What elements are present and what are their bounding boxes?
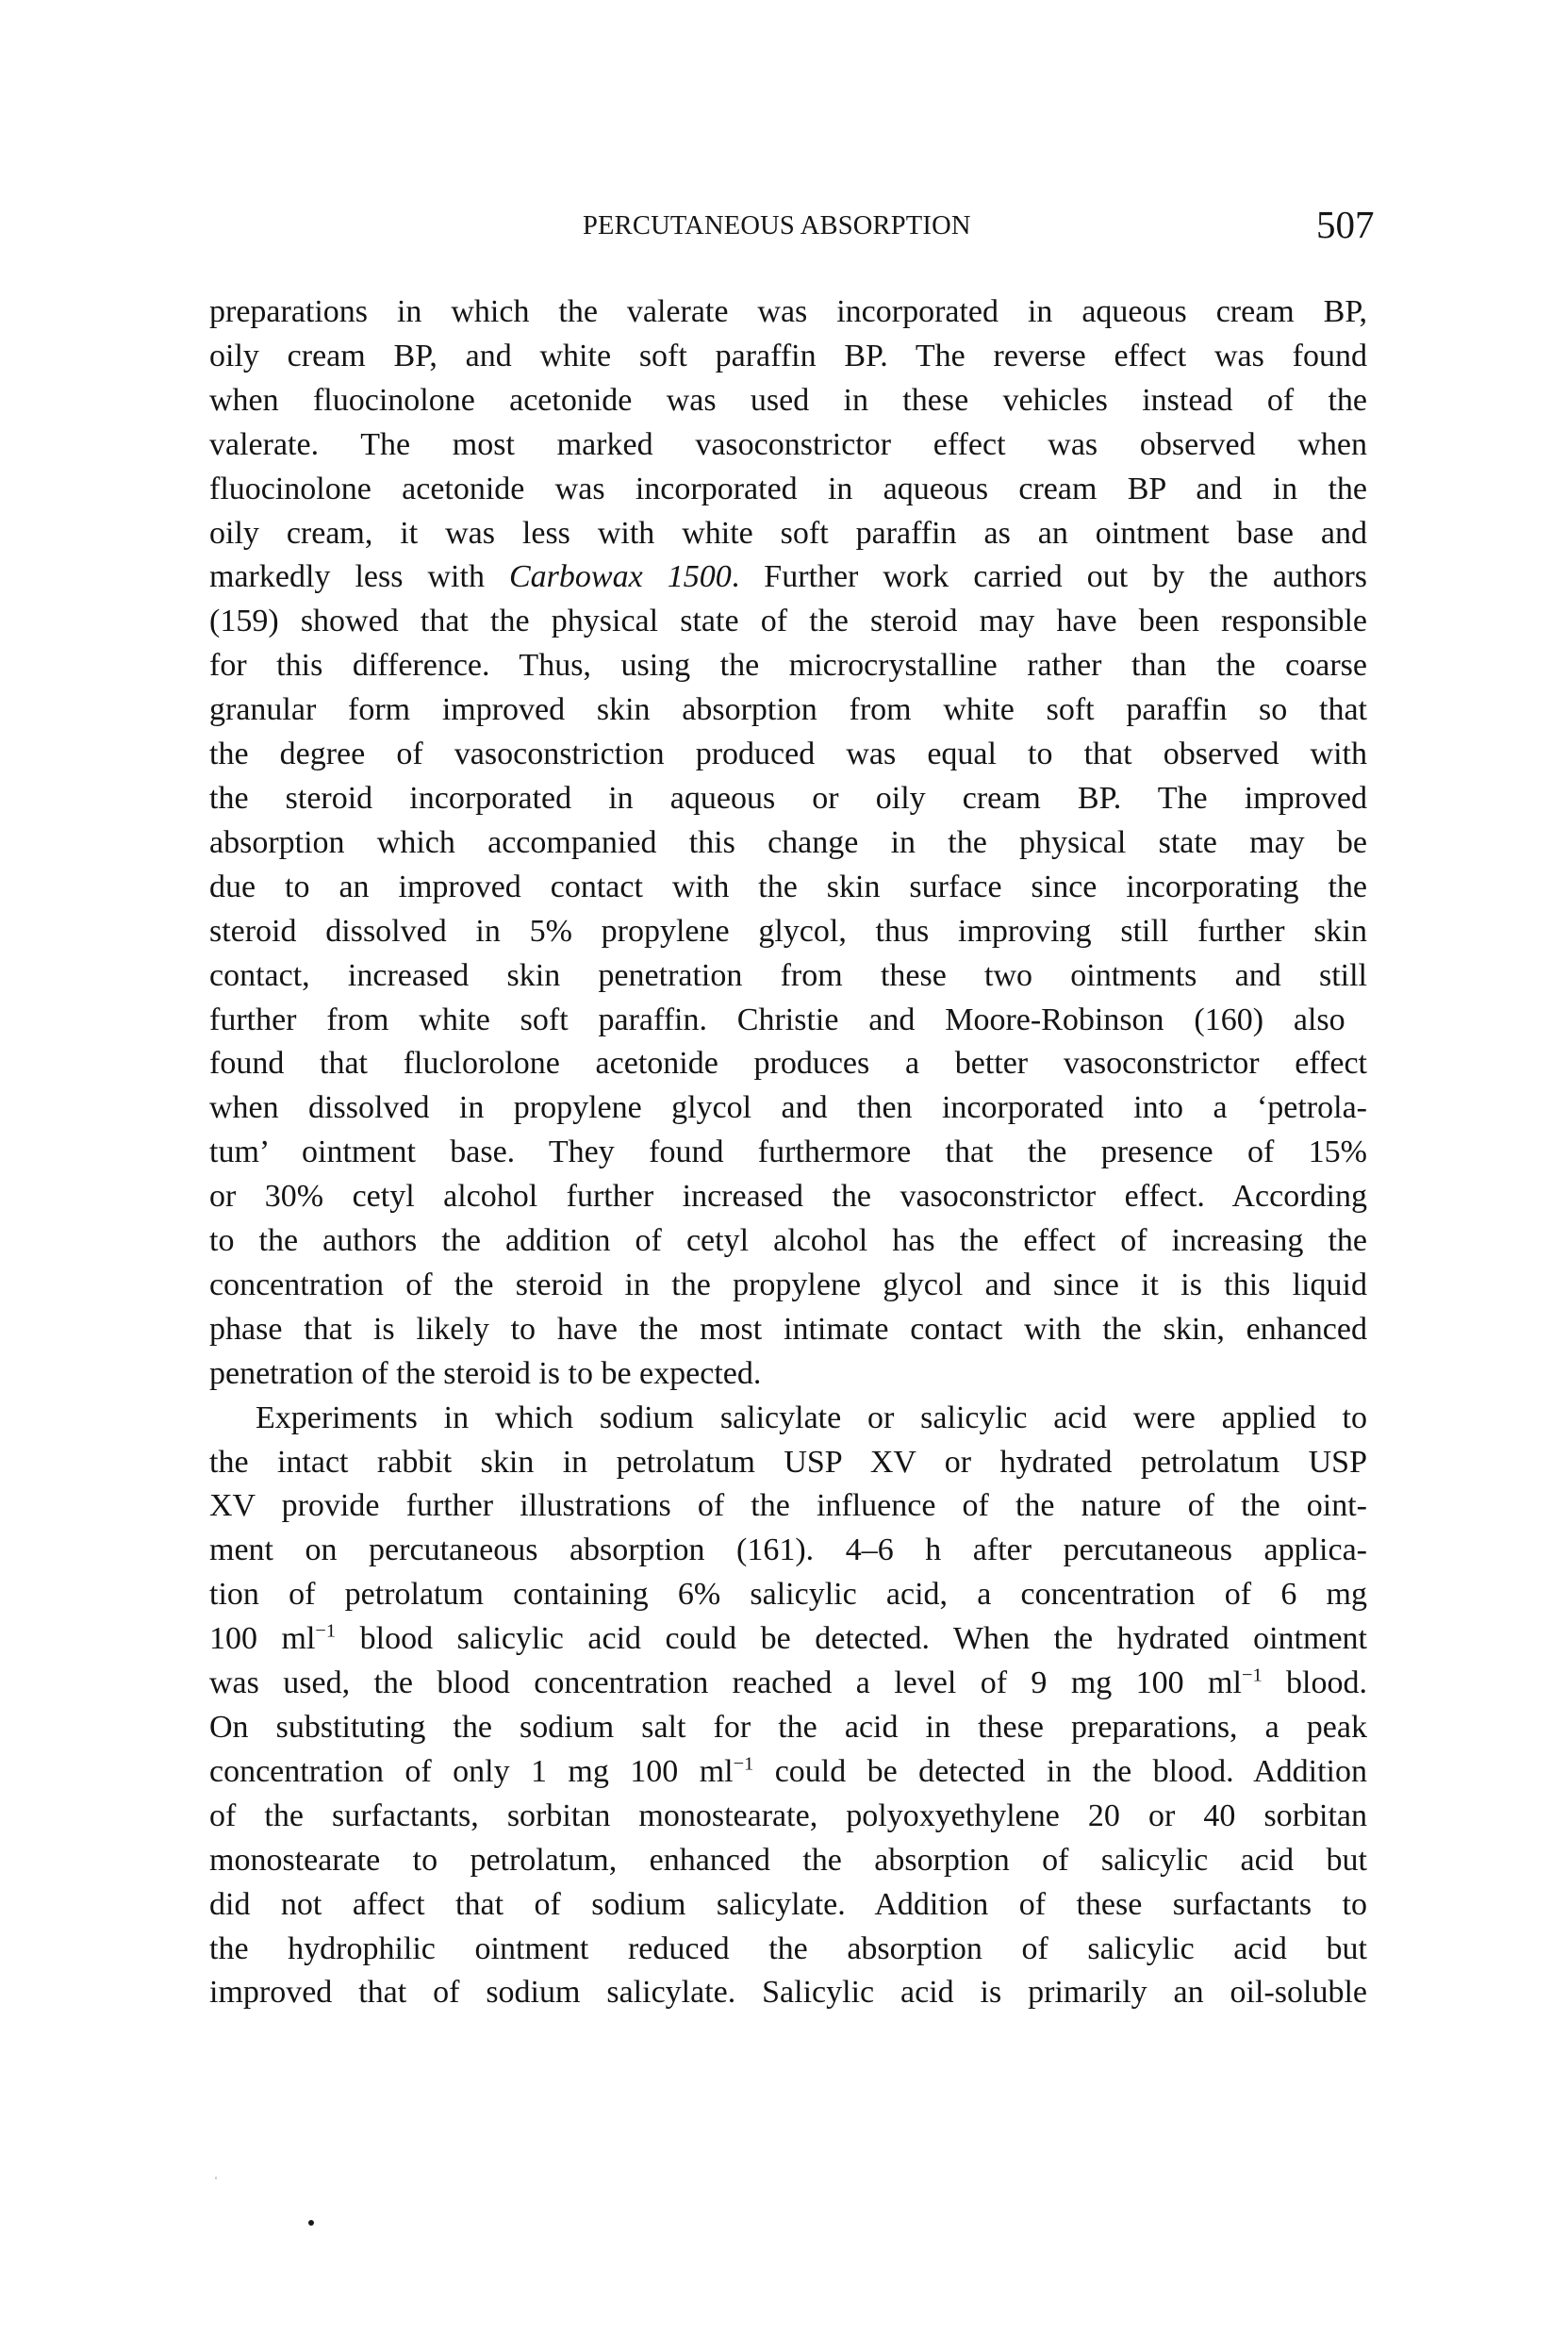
text-line	[209, 1795, 1367, 1839]
running-header: PERCUTANEOUS ABSORPTION	[583, 211, 971, 240]
text-line	[209, 1617, 1367, 1662]
text-line	[209, 821, 1367, 866]
text-line	[209, 1971, 1367, 2015]
text-run: the degree of vasoconstriction produced was equal to that observed with	[209, 737, 1367, 772]
text-run: the steroid incorporated in aqueous or oily cream BP. The improved	[209, 780, 1367, 816]
text-line	[209, 644, 1367, 688]
paragraph	[209, 290, 1367, 1397]
text-line	[209, 423, 1367, 468]
text-run: was used, the blood concentration reached a level of 9 mg 100 ml	[209, 1665, 1242, 1701]
text-run: (159) showed that the physical state of the steroid may have been responsible	[209, 604, 1367, 639]
text-line	[209, 1662, 1367, 1706]
text-line	[209, 954, 1367, 999]
text-run: granular form improved skin absorption from white soft paraffin so that	[209, 692, 1367, 728]
text-run: when dissolved in propylene glycol and then incorporated into a ‘petrola-	[209, 1090, 1367, 1126]
text-run: . Further work carried out by the authors	[731, 559, 1367, 595]
text-run: or 30% cetyl alcohol further increased the vasoconstrictor effect. According	[209, 1179, 1367, 1215]
text-run: contact, increased skin penetration from these two ointments and still	[209, 957, 1367, 993]
superscript: −1	[1241, 1665, 1263, 1686]
text-line	[209, 512, 1367, 556]
text-line	[209, 1441, 1367, 1485]
text-run: markedly less with	[209, 559, 509, 595]
text-line	[209, 290, 1367, 335]
text-run: steroid dissolved in 5% propylene glycol, thus improving still further skin	[209, 913, 1367, 949]
text-run: of the surfactants, sorbitan monostearate, polyoxyethylene 20 or 40 sorbitan	[209, 1797, 1367, 1833]
text-line	[209, 1883, 1367, 1928]
text-line	[209, 1352, 1367, 1397]
text-run: for this difference. Thus, using the microcrystalline rather than the coarse	[209, 648, 1368, 684]
text-run: improved that of sodium salicylate. Salicylic acid is primarily an oil-soluble	[209, 1975, 1367, 2011]
text-line	[209, 379, 1367, 423]
text-line	[209, 1529, 1367, 1573]
text-run: oily cream, it was less with white soft paraffin as an ointment base and	[209, 515, 1367, 551]
text-run: when fluocinolone acetonide was used in these vehicles instead of the	[209, 382, 1367, 418]
text-run: oily cream BP, and white soft paraffin BP. The reverse effect was found	[209, 338, 1367, 373]
text-line	[209, 1397, 1367, 1441]
text-run: the hydrophilic ointment reduced the absorption of salicylic acid but	[209, 1930, 1367, 1966]
page-number: 507	[1316, 203, 1375, 246]
text-run: monostearate to petrolatum, enhanced the absorption of salicylic acid but	[209, 1842, 1367, 1878]
text-line	[209, 1928, 1367, 1972]
text-line	[209, 1706, 1367, 1750]
text-run: valerate. The most marked vasoconstrictor effect was observed when	[209, 426, 1367, 462]
text-run: blood salicylic acid could be detected. When the hydrated ointment	[336, 1621, 1367, 1657]
text-run: tum’ ointment base. They found furthermore that the presence of 15%	[209, 1135, 1367, 1170]
text-line	[209, 999, 1367, 1043]
text-run: concentration of only 1 mg 100 ml	[209, 1753, 734, 1789]
text-line	[209, 1750, 1367, 1795]
text-line	[209, 1308, 1367, 1352]
text-run: tion of petrolatum containing 6% salicylic acid, a concentration of 6 mg	[209, 1577, 1367, 1613]
text-run: phase that is likely to have the most intimate contact with the skin, enhanced	[209, 1311, 1367, 1347]
text-line	[209, 866, 1367, 910]
text-line	[209, 1131, 1367, 1175]
text-run: XV provide further illustrations of the influence of the nature of the oint-	[209, 1488, 1367, 1524]
text-line	[209, 1573, 1367, 1617]
text-line	[209, 1219, 1367, 1264]
superscript: −1	[315, 1620, 337, 1642]
paragraph	[209, 1397, 1367, 2016]
text-run: ment on percutaneous absorption (161). 4–6 h after percutaneous applica-	[209, 1532, 1367, 1568]
text-run: preparations in which the valerate was incorporated in aqueous cream BP,	[209, 294, 1367, 329]
text-run: could be detected in the blood. Addition	[753, 1753, 1367, 1789]
text-line	[209, 1839, 1367, 1883]
text-line	[209, 777, 1367, 821]
text-line	[209, 600, 1367, 644]
text-line	[209, 555, 1367, 600]
italic-text: Carbowax 1500	[509, 559, 732, 595]
text-run: did not affect that of sodium salicylate. Addition of these surfactants to	[209, 1886, 1367, 1922]
text-run: the intact rabbit skin in petrolatum USP XV or hydrated petrolatum USP	[209, 1444, 1367, 1480]
superscript: −1	[733, 1753, 754, 1775]
text-run: concentration of the steroid in the propylene glycol and since it is this liquid	[209, 1267, 1367, 1302]
text-run: found that fluclorolone acetonide produces a better vasoconstrictor effect	[209, 1046, 1367, 1082]
text-line	[209, 1175, 1367, 1219]
text-line	[209, 688, 1367, 733]
text-run: penetration of the steroid is to be expected.	[209, 1355, 762, 1391]
text-run: Experiments in which sodium salicylate or salicylic acid were applied to	[256, 1400, 1368, 1435]
text-run: blood.	[1262, 1665, 1367, 1701]
text-run: On substituting the sodium salt for the acid in these preparations, a peak	[209, 1710, 1367, 1745]
text-line	[209, 910, 1367, 954]
text-line	[209, 1264, 1367, 1308]
text-run: further from white soft paraffin. Christie and Moore-Robinson (160) also	[209, 1002, 1345, 1037]
text-line	[209, 468, 1367, 512]
scan-dot	[308, 2220, 314, 2226]
text-run: due to an improved contact with the skin surface since incorporating the	[209, 869, 1367, 904]
scan-speck	[215, 2177, 217, 2179]
text-run: fluocinolone acetonide was incorporated in aqueous cream BP and in the	[209, 471, 1367, 506]
text-run: 100 ml	[209, 1621, 316, 1657]
text-line	[209, 335, 1367, 379]
body-text	[209, 290, 1367, 2015]
text-line	[209, 733, 1367, 777]
text-run: to the authors the addition of cetyl alcohol has the effect of increasing the	[209, 1223, 1367, 1259]
text-line	[209, 1086, 1367, 1131]
text-line	[209, 1042, 1367, 1086]
text-run: absorption which accompanied this change in the physical state may be	[209, 824, 1368, 860]
text-line	[209, 1484, 1367, 1529]
